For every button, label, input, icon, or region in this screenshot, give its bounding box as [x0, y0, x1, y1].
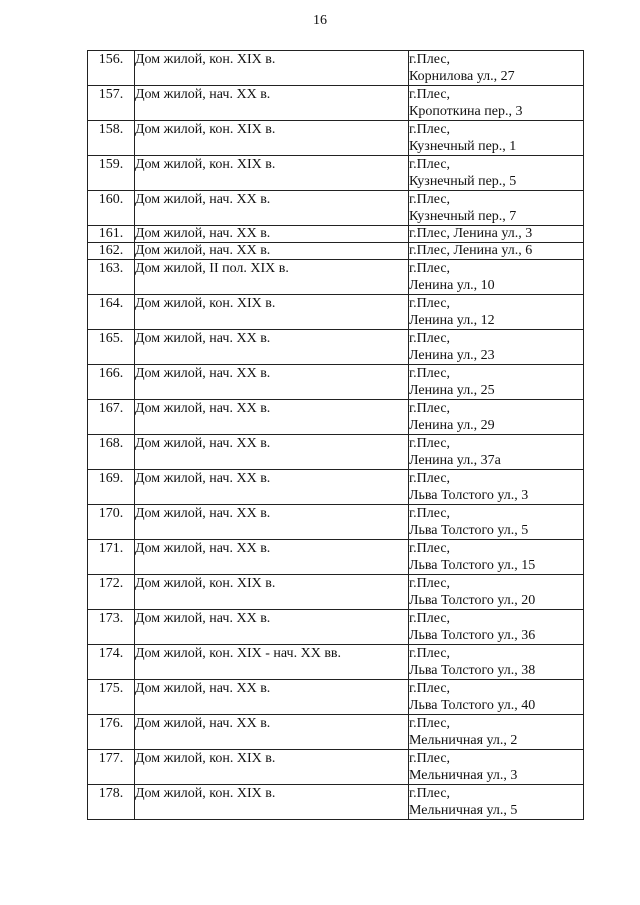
object-description: Дом жилой, нач. XX в. — [135, 365, 409, 400]
address-line: г.Плес, — [409, 751, 451, 766]
address-line: Кузнечный пер., 1 — [409, 139, 517, 154]
address-line: Ленина ул., 12 — [409, 313, 495, 328]
row-number: 163. — [88, 260, 135, 295]
object-address — [409, 260, 584, 295]
object-description: Дом жилой, кон. XIX в. — [135, 575, 409, 610]
row-number: 156. — [88, 51, 135, 86]
object-description: Дом жилой, II пол. XIX в. — [135, 260, 409, 295]
address-line: г.Плес, — [409, 681, 451, 696]
object-address — [409, 645, 584, 680]
object-address — [409, 575, 584, 610]
address-line: Корнилова ул., 27 — [409, 69, 515, 84]
address-line: Льва Толстого ул., 38 — [409, 663, 536, 678]
address-line: Кузнечный пер., 7 — [409, 209, 517, 224]
address-line: Льва Толстого ул., 20 — [409, 593, 536, 608]
object-description: Дом жилой, нач. XX в. — [135, 610, 409, 645]
row-number: 170. — [88, 505, 135, 540]
row-number: 178. — [88, 785, 135, 820]
table-row — [88, 750, 584, 785]
table-row — [88, 226, 584, 243]
object-description: Дом жилой, нач. XX в. — [135, 435, 409, 470]
address-line: Ленина ул., 37а — [409, 453, 501, 468]
address-line: Кропоткина пер., 3 — [409, 104, 523, 119]
address-line: Мельничная ул., 2 — [409, 733, 518, 748]
object-description: Дом жилой, кон. XIX в. — [135, 785, 409, 820]
object-description: Дом жилой, нач. XX в. — [135, 243, 409, 260]
object-address — [409, 785, 584, 820]
object-address — [409, 156, 584, 191]
address-line: г.Плес, — [409, 716, 451, 731]
object-description: Дом жилой, кон. XIX в. — [135, 750, 409, 785]
object-address — [409, 121, 584, 156]
object-address — [409, 715, 584, 750]
address-line: Льва Толстого ул., 3 — [409, 488, 529, 503]
table-row — [88, 156, 584, 191]
table-row — [88, 645, 584, 680]
object-address — [409, 191, 584, 226]
object-address — [409, 295, 584, 330]
address-line: г.Плес, Ленина ул., 6 — [409, 243, 533, 258]
table-row — [88, 51, 584, 86]
table-row — [88, 505, 584, 540]
object-address — [409, 750, 584, 785]
address-line: г.Плес, — [409, 261, 451, 276]
address-line: Кузнечный пер., 5 — [409, 174, 517, 189]
address-line: г.Плес, — [409, 122, 451, 137]
table-row — [88, 121, 584, 156]
table-row — [88, 610, 584, 645]
object-address — [409, 470, 584, 505]
address-line: Льва Толстого ул., 5 — [409, 523, 529, 538]
row-number: 167. — [88, 400, 135, 435]
address-line: Льва Толстого ул., 15 — [409, 558, 536, 573]
object-address — [409, 330, 584, 365]
row-number: 173. — [88, 610, 135, 645]
row-number: 177. — [88, 750, 135, 785]
table-row — [88, 435, 584, 470]
object-description: Дом жилой, кон. XIX - нач. XX вв. — [135, 645, 409, 680]
row-number: 172. — [88, 575, 135, 610]
address-line: г.Плес, — [409, 541, 451, 556]
address-line: г.Плес, — [409, 786, 451, 801]
table-body — [88, 51, 584, 820]
address-line: г.Плес, — [409, 506, 451, 521]
table-row — [88, 575, 584, 610]
row-number: 158. — [88, 121, 135, 156]
object-description: Дом жилой, кон. XIX в. — [135, 121, 409, 156]
address-line: г.Плес, — [409, 471, 451, 486]
row-number: 157. — [88, 86, 135, 121]
address-line: г.Плес, — [409, 157, 451, 172]
row-number: 159. — [88, 156, 135, 191]
row-number: 176. — [88, 715, 135, 750]
row-number: 164. — [88, 295, 135, 330]
table-row — [88, 785, 584, 820]
object-description: Дом жилой, нач. XX в. — [135, 226, 409, 243]
object-description: Дом жилой, нач. XX в. — [135, 505, 409, 540]
object-description: Дом жилой, нач. XX в. — [135, 715, 409, 750]
object-description: Дом жилой, нач. XX в. — [135, 400, 409, 435]
table-row — [88, 715, 584, 750]
object-description: Дом жилой, нач. XX в. — [135, 330, 409, 365]
object-address — [409, 400, 584, 435]
address-line: г.Плес, — [409, 401, 451, 416]
object-description: Дом жилой, кон. XIX в. — [135, 156, 409, 191]
object-address — [409, 86, 584, 121]
row-number: 161. — [88, 226, 135, 243]
object-address — [409, 435, 584, 470]
object-description: Дом жилой, нач. XX в. — [135, 86, 409, 121]
row-number: 166. — [88, 365, 135, 400]
address-line: Мельничная ул., 3 — [409, 768, 518, 783]
table-row — [88, 470, 584, 505]
address-line: г.Плес, Ленина ул., 3 — [409, 226, 533, 241]
address-line: г.Плес, — [409, 576, 451, 591]
object-address — [409, 610, 584, 645]
address-line: Ленина ул., 29 — [409, 418, 495, 433]
row-number: 160. — [88, 191, 135, 226]
address-line: г.Плес, — [409, 366, 451, 381]
table-row — [88, 295, 584, 330]
address-line: Льва Толстого ул., 40 — [409, 698, 536, 713]
address-line: Льва Толстого ул., 36 — [409, 628, 536, 643]
address-line: г.Плес, — [409, 611, 451, 626]
row-number: 165. — [88, 330, 135, 365]
address-line: г.Плес, — [409, 192, 451, 207]
object-description: Дом жилой, нач. XX в. — [135, 191, 409, 226]
table-row — [88, 191, 584, 226]
table-row — [88, 260, 584, 295]
address-line: г.Плес, — [409, 646, 451, 661]
table-row — [88, 540, 584, 575]
row-number: 162. — [88, 243, 135, 260]
object-description: Дом жилой, нач. XX в. — [135, 540, 409, 575]
table-row — [88, 86, 584, 121]
address-line: Ленина ул., 23 — [409, 348, 495, 363]
object-description: Дом жилой, нач. XX в. — [135, 680, 409, 715]
object-description: Дом жилой, кон. XIX в. — [135, 295, 409, 330]
table-row — [88, 365, 584, 400]
row-number: 168. — [88, 435, 135, 470]
page-number: 16 — [313, 13, 327, 28]
row-number: 174. — [88, 645, 135, 680]
address-line: Ленина ул., 25 — [409, 383, 495, 398]
object-address — [409, 680, 584, 715]
table-row — [88, 400, 584, 435]
object-address — [409, 51, 584, 86]
address-line: Ленина ул., 10 — [409, 278, 495, 293]
address-line: г.Плес, — [409, 331, 451, 346]
object-description: Дом жилой, кон. XIX в. — [135, 51, 409, 86]
address-line: г.Плес, — [409, 436, 451, 451]
object-address — [409, 505, 584, 540]
address-line: г.Плес, — [409, 296, 451, 311]
row-number: 175. — [88, 680, 135, 715]
address-line: Мельничная ул., 5 — [409, 803, 518, 818]
object-description: Дом жилой, нач. XX в. — [135, 470, 409, 505]
object-address — [409, 226, 584, 243]
row-number: 171. — [88, 540, 135, 575]
heritage-registry-table — [87, 50, 584, 820]
table-row — [88, 243, 584, 260]
object-address — [409, 540, 584, 575]
table-row — [88, 680, 584, 715]
address-line: г.Плес, — [409, 52, 451, 67]
table-row — [88, 330, 584, 365]
object-address — [409, 243, 584, 260]
row-number: 169. — [88, 470, 135, 505]
object-address — [409, 365, 584, 400]
address-line: г.Плес, — [409, 87, 451, 102]
